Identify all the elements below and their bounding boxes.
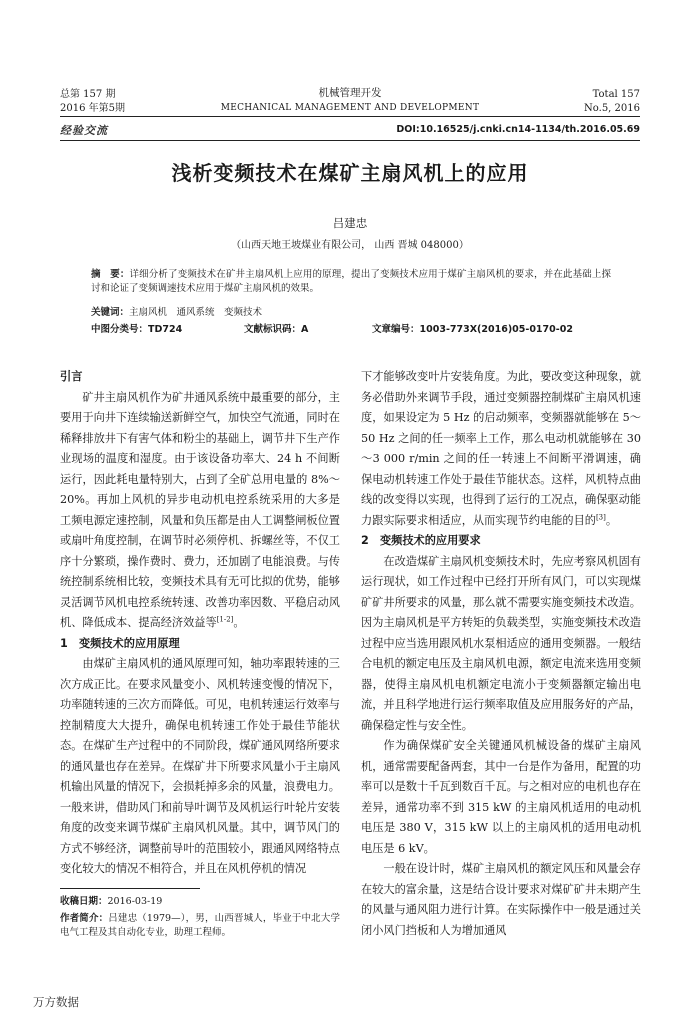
journal-title-cn: 机械管理开发 [318,87,382,99]
keywords [91,306,262,320]
paragraph: 在改造煤矿主扇风机变频技术时，先应考察风机固有运行现状，如工作过程中已经打开所有风门，可以实现煤矿矿井所要求的风量，那么就不需要实施变频技术改造。因为主扇风机是平方转矩的负载类型，实施变频技术改造过程中应当选用跟风机水泵相适应的通用变频器。一般结合电机的额定电压及主扇风机电源，额定电流来选用变频器，使得主扇风机电机额定电流小于变频器额定输出电流，并且科学地进行运行频率取值及应用服务好的产品，确保稳定性与安全性。 [361,554,641,732]
abstract [91,268,611,296]
article-number: 文章编号：1003-773X(2016)05-0170-02 [372,324,573,335]
doi: DOI:10.16525/j.cnki.cn14-1134/th.2016.05.69 [396,124,640,135]
keywords-text: 主扇风机 通风系统 变频技术 [129,307,263,318]
paragraph: 由煤矿主扇风机的通风原理可知，轴功率跟转速的三次方成正比。在要求风量变小、风机转速变慢的情况下，功率随转速的三次方而降低。可见，电机转速运行效率与控制精度大大提升，确保电机转速工作处于最佳节能状态。在煤矿生产过程中的不同阶段，煤矿通风网络所要求的通风量也存在差异。在煤矿井下所要求风量小于主扇风机输出风量的情况下，会损耗掉多余的风量，浪费电力。一般来讲，借助风门和前导叶调节及风机运行叶轮片安装角度的改变来调节煤矿主扇风机风量。其中，调节风门的方式不够经济，调整前导叶的范围较小，跟通风网络特点变化较大的情况不相符合，并且在风机停机的情况 [60,657,340,875]
heading-section-1: 1 变频技术的应用原理 [60,636,180,650]
watermark: 万方数据 [33,995,79,1009]
received-date: 收稿日期：2016-03-19 [60,896,163,907]
author: 吕建忠 [332,216,368,230]
left-column [60,367,340,880]
abstract-text: 详细分析了变频技术在矿井主扇风机上应用的原理，提出了变频技术应用于煤矿主扇风机的要求，并在此基础上探讨和论证了变频调速技术应用于煤矿主扇风机的效果。 [91,269,611,294]
journal-title-en: MECHANICAL MANAGEMENT AND DEVELOPMENT [220,103,480,113]
clc-number: 中图分类号：TD724 [91,324,183,335]
header-issue: 总第 157 期 [60,89,116,100]
paragraph: 一般在设计时，煤矿主扇风机的额定风压和风量会存在较大的富余量，这是结合设计要求对煤矿矿井未期产生的风量与通风阻力进行计算。在实际操作中一般是通过关闭小风门挡板和人为增加通风 [361,862,641,937]
heading-intro: 引言 [60,370,83,383]
affiliation: （山西天地王坡煤业有限公司， 山西 晋城 048000） [231,240,469,251]
document-code: 文献标识码：A [244,324,309,335]
citation: [3] [595,512,606,521]
paragraph: 作为确保煤矿安全关键通风机械设备的煤矿主扇风机，通常需要配备两套，其中一台是作为备用，配置的功率可以是数十千瓦到数百千瓦。与之相对应的电机也存在差异，通常功率不到 315 kW 的主扇风机适用的电动机电压是 380 V，315 kW 以上的主扇风机的适用电动机电压是 6 kV。 [361,739,641,855]
citation: [1-2] [216,615,234,624]
header-total: Total 157 [592,89,640,100]
keywords-label: 关键词： [91,307,130,318]
paragraph: 矿井主扇风机作为矿井通风系统中最重要的部分，主要用于向井下连续输送新鲜空气，加快空气流通，同时在稀释排放井下有害气体和粉尘的基础上，调节井下生产作业现场的温度和湿度。由于该设备功率大、24 h 不间断运行，因此耗电量特别大，占到了全矿总用电量的 8%～20%。再加上风机的异步电动机电控系统采用的大多是工频电源定速控制，风量和负压都是由人工调整闸板位置或扇叶角度控制，在调节时必须停机、拆螺丝等，不仅工序十分繁琐，操作费时、费力，还加剧了电能浪费。与传统控制系统相比较，变频技术具有无可比拟的优势，能够灵活调节风机电控系统转速、改善功率因数、平稳启动风机、降低成本、提高经济效益等[1-2]。 [60,390,340,629]
header-number: No.5, 2016 [584,103,640,114]
header-rule [60,116,640,117]
section-tag: 经验交流 [60,124,108,137]
article-title: 浅析变频技术在煤矿主扇风机上的应用 [171,161,529,185]
heading-section-2: 2 变频技术的应用要求 [361,534,481,547]
abstract-label: 摘 要： [91,269,130,280]
right-column [361,367,641,941]
header-year: 2016 年第5期 [60,103,125,114]
header-rule-2 [60,140,640,141]
author-bio: 作者简介：吕建忠（1979—），男，山西晋城人，毕业于中北大学电气工程及其自动化专业，助理工程师。 [60,913,340,938]
footnote-rule [60,888,200,889]
paragraph: 下才能够改变叶片安装角度。为此，要改变这种现象，就务必借助外来调节手段，通过变频器控制煤矿主扇风机速度，如果设定为 5 Hz 的启动频率，变频器就能够在 5～50 Hz 之间的任一频率上工作，那么电动机就能够在 30～3 000 r/min 之间的任一转速上不间断平滑调速，确保电动机转速工作处于最佳节能状态。这样，风机特点曲线的改变得以实现，也得到了运行的工况点，确保驱动能力跟实际要求相适应，从而实现节约电能的目的[3]。 [361,370,641,527]
